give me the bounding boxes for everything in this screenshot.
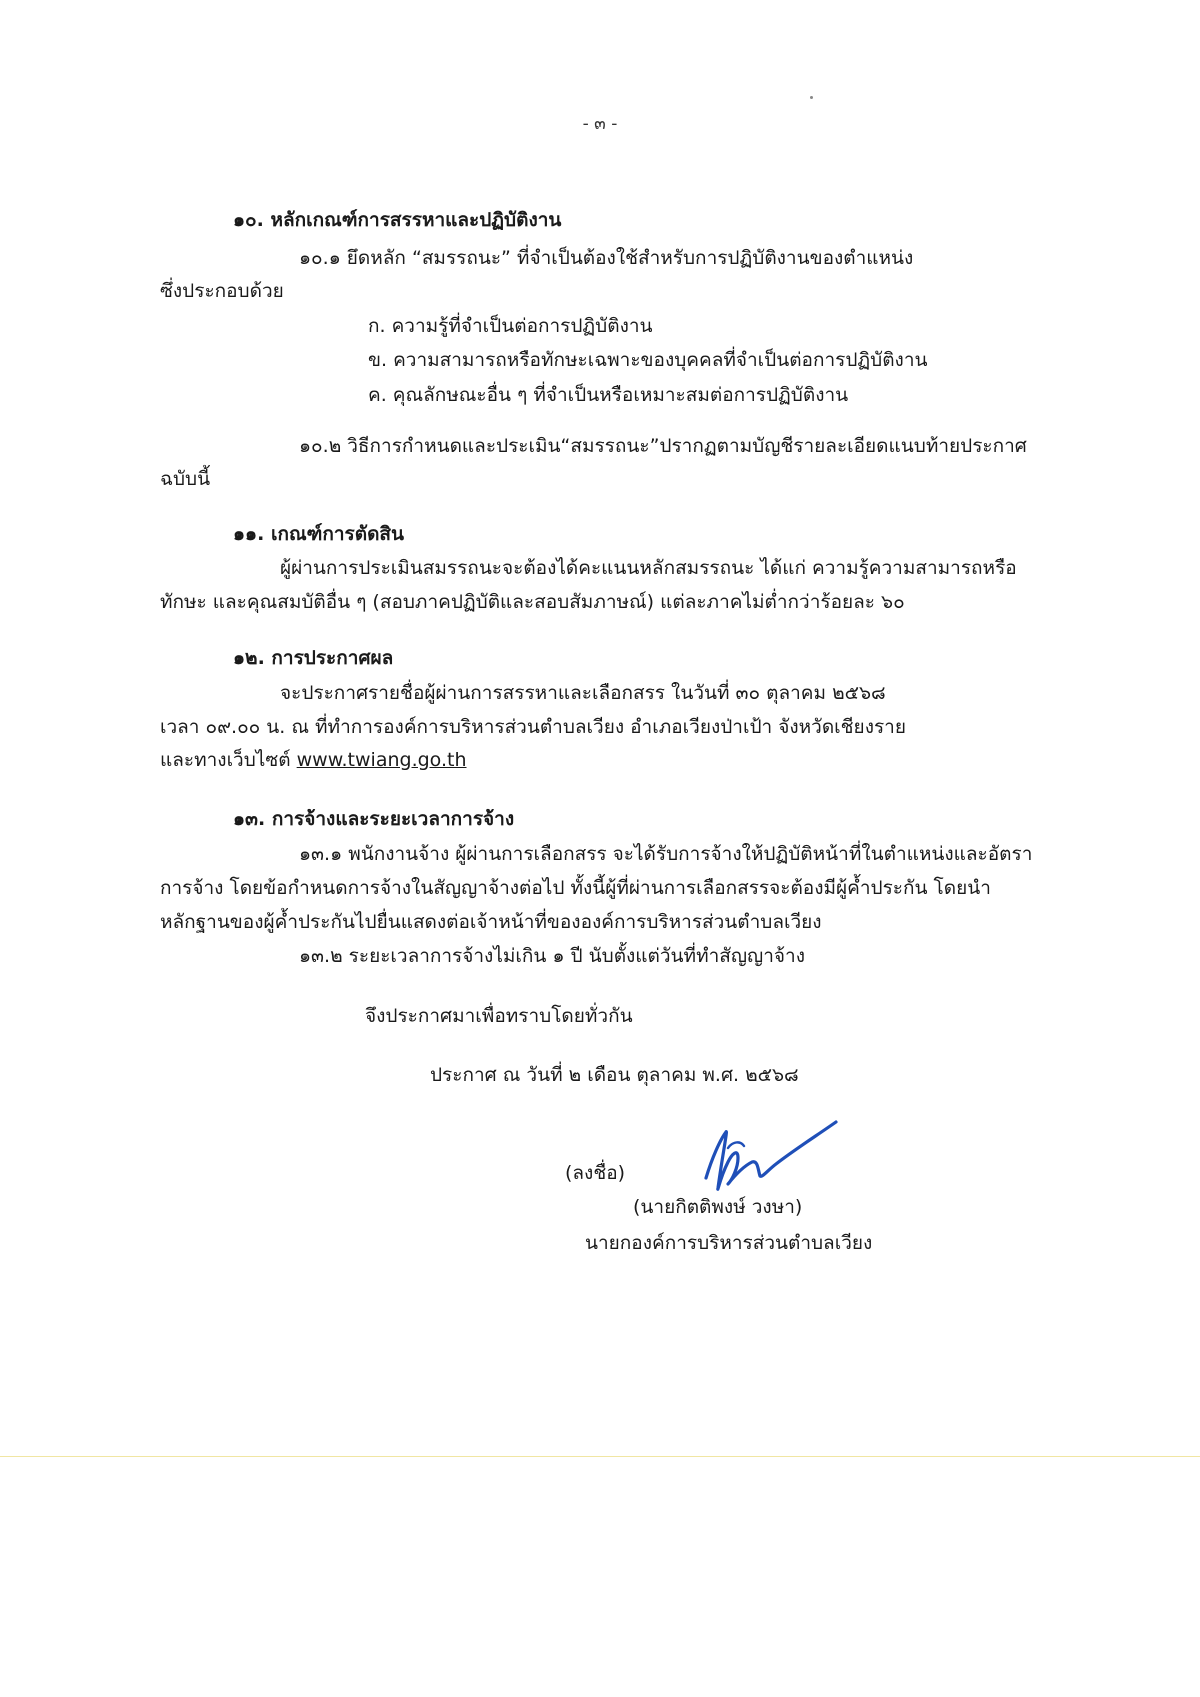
closing-announce: จึงประกาศมาเพื่อทราบโดยทั่วกัน [365, 1005, 633, 1027]
section-11-line-2: ทักษะ และคุณสมบัติอื่น ๆ (สอบภาคปฏิบัติและสอบสัมภาษณ์) แต่ละภาคไม่ต่ำกว่าร้อยละ ๖๐ [160, 591, 905, 613]
section-10-2-line-2: ฉบับนี้ [160, 468, 211, 490]
section-13-1-line-2: การจ้าง โดยข้อกำหนดการจ้างในสัญญาจ้างต่อไป ทั้งนี้ผู้ที่ผ่านการเลือกสรรจะต้องมีผู้ค้ำประกัน โดยนำ [160, 877, 991, 899]
section-10-1-line-1: ๑๐.๑ ยึดหลัก “สมรรถนะ” ที่จำเป็นต้องใช้สำหรับการปฏิบัติงานของตำแหน่ง [299, 247, 914, 269]
section-11-heading: ๑๑. เกณฑ์การตัดสิน [233, 523, 404, 545]
website-link[interactable]: www.twiang.go.th [296, 749, 467, 771]
closing-date: ประกาศ ณ วันที่ ๒ เดือน ตุลาคม พ.ศ. ๒๕๖๘ [430, 1064, 799, 1086]
page-number: - ๓ - [582, 114, 618, 134]
section-12-line-3-prefix: และทางเว็บไซต์ [160, 749, 291, 771]
footer-divider [0, 1456, 1200, 1457]
section-11-line-1: ผู้ผ่านการประเมินสมรรถนะจะต้องได้คะแนนหลักสมรรถนะ ได้แก่ ความรู้ความสามารถหรือ [280, 557, 1017, 579]
section-10-1-line-2: ซึ่งประกอบด้วย [160, 280, 284, 302]
section-13-2-line: ๑๓.๒ ระยะเวลาการจ้างไม่เกิน ๑ ปี นับตั้งแต่วันที่ทำสัญญาจ้าง [299, 945, 805, 967]
scan-speck [810, 96, 813, 99]
signatory-name: (นายกิตติพงษ์ วงษา) [633, 1196, 803, 1218]
section-12-heading: ๑๒. การประกาศผล [233, 647, 394, 669]
section-13-1-line-3: หลักฐานของผู้ค้ำประกันไปยื่นแสดงต่อเจ้าหน้าที่ขององค์การบริหารส่วนตำบลเวียง [160, 911, 822, 933]
section-10-2-line-1: ๑๐.๒ วิธีการกำหนดและประเมิน“สมรรถนะ”ปรากฏตามบัญชีรายละเอียดแนบท้ายประกาศ [299, 435, 1027, 457]
section-10-item-b: ข. ความสามารถหรือทักษะเฉพาะของบุคคลที่จำเป็นต่อการปฏิบัติงาน [368, 349, 928, 371]
section-10-item-a: ก. ความรู้ที่จำเป็นต่อการปฏิบัติงาน [368, 315, 653, 337]
section-13-heading: ๑๓. การจ้างและระยะเวลาการจ้าง [233, 808, 515, 830]
section-12-line-2: เวลา ๐๙.๐๐ น. ณ ที่ทำการองค์การบริหารส่วนตำบลเวียง อำเภอเวียงป่าเป้า จังหวัดเชียงราย [160, 716, 906, 738]
section-13-1-line-1: ๑๓.๑ พนักงานจ้าง ผู้ผ่านการเลือกสรร จะได้รับการจ้างให้ปฏิบัติหน้าที่ในตำแหน่งและอัตรา [299, 843, 1033, 865]
signatory-title: นายกองค์การบริหารส่วนตำบลเวียง [585, 1232, 873, 1254]
section-10-item-c: ค. คุณลักษณะอื่น ๆ ที่จำเป็นหรือเหมาะสมต่อการปฏิบัติงาน [368, 384, 849, 406]
section-10-heading: ๑๐. หลักเกณฑ์การสรรหาและปฏิบัติงาน [233, 209, 562, 231]
section-12-line-1: จะประกาศรายชื่อผู้ผ่านการสรรหาและเลือกสรร ในวันที่ ๓๐ ตุลาคม ๒๕๖๘ [280, 682, 886, 704]
sign-label: (ลงชื่อ) [565, 1162, 626, 1184]
handwritten-signature [698, 1118, 838, 1196]
section-12-line-3 [160, 747, 467, 773]
